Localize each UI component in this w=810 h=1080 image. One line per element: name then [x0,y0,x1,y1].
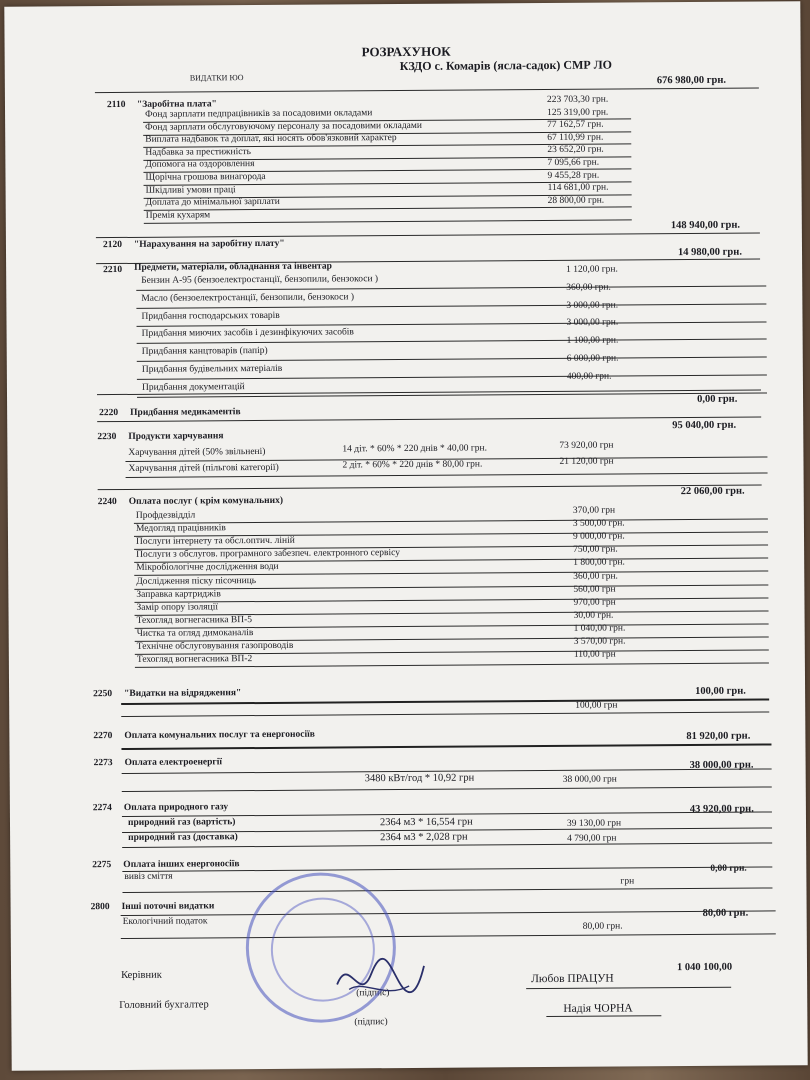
section-title-2270: Оплата комунальних послуг та енергоносіїв [124,729,315,741]
divider [137,374,767,379]
divider [95,88,759,94]
divider [121,711,769,717]
row-amount: 370,00 грн [572,505,616,516]
section-code-2210: 2210 [103,264,123,276]
row-label: Придбання будівельних матеріалів [141,363,283,375]
row-label: природний газ (доставка) [128,832,238,843]
section-code-2120: 2120 [102,239,122,251]
row-label: Харчування дітей (пільгові категорії) [128,462,279,474]
row-amount: 1 120,00 грн. [566,264,618,275]
row-label: Надбавка за престижність [145,146,251,158]
section-code-2240: 2240 [97,497,117,508]
signature-caption: (підпис) [356,988,390,999]
document-subtitle: КЗДО с. Комарів (ясла-садок) СМР ЛО [399,57,613,74]
row-amount: 560,00 грн [573,584,616,595]
codes-label: ВИДАТКИ ЮО [189,73,244,83]
accountant-name: Надія ЧОРНА [563,1002,633,1015]
row-calc: 14 діт. * 60% * 220 днів * 40,00 грн. [342,443,488,455]
row-amount: 77 162,57 грн. [547,119,604,131]
divider [134,597,768,602]
divider [121,743,771,750]
section-title-2800: Інші поточні видатки [121,901,215,912]
section-code-2110: 2110 [106,99,126,111]
signature-line [546,1015,661,1017]
section-code-2274: 2274 [92,803,112,814]
accountant-label: Головний бухгалтер [119,999,209,1012]
row-label: Технічне обслуговування газопроводів [136,640,294,652]
row-calc: 2364 м3 * 2,028 грн [380,831,468,844]
row-calc: 2 діт. * 60% * 220 днів * 80,00 грн. [342,459,483,471]
row-amount: 223 703,30 грн. [546,94,609,106]
row-amount: 750,00 грн. [573,544,618,556]
section-title-2120: "Нарахування на заробітну плату" [133,238,285,250]
section-code-2270: 2270 [93,731,113,742]
row-label: Медогляд працівників [135,523,226,534]
section-total-2240: 22 060,00 грн. [680,485,745,498]
section-row-label-2275: вивіз сміття [124,871,173,882]
row-label: Фонд зарплати обслуговуючому персоналу за посадовими окладами [145,120,422,133]
divider [122,887,772,893]
signature-caption: (підпис) [354,1017,388,1028]
row-label: Масло (бензоелектростанції, бензопили, бензокоси ) [141,292,355,304]
section-code-2250: 2250 [93,689,113,700]
row-amount: 360,00 грн. [566,282,611,293]
row-calc: 2364 м3 * 16,554 грн [379,816,473,829]
row-amount: 73 920,00 грн [559,440,614,451]
section-code-2220: 2220 [99,408,119,419]
section-total-2273: 38 000,00 грн. [689,759,754,772]
section-code-2275: 2275 [92,860,112,871]
row-label: Техогляд вогнегасника ВП-5 [136,614,253,626]
row-amount: 9 455,28 грн. [547,170,600,181]
section-title-2230: Продукти харчування [128,431,224,442]
section-total-2230: 95 040,00 грн. [672,419,737,432]
row-amount: 110,00 грн [573,649,616,660]
divider [137,339,767,344]
row-amount: 970,00 грн [573,597,616,608]
row-label: Заправка картриджів [136,588,221,600]
section-total-2800: 80,00 грн. [702,907,749,919]
row-label: Шкідливі умови праці [145,184,236,196]
row-amount: 23 652,20 грн. [547,145,604,156]
divider [121,910,776,916]
row-amount: 21 120,00 грн [559,456,614,467]
divider [136,303,766,308]
row-label: Придбання канцтоварів (папір) [141,346,268,358]
row-amount: 400,00 грн. [566,371,612,382]
divider [121,698,769,705]
divider [134,518,768,523]
section-title-2220: Придбання медикаментів [130,407,241,418]
section-total-2270: 81 920,00 грн. [686,730,751,743]
divider [144,219,632,223]
row-amount: 125 319,00 грн. [547,107,609,118]
row-amount: 1 800,00 грн. [573,557,625,569]
row-label: Придбання миючих засобів і дезинфікуючих засобів [141,327,354,340]
row-amount: 1 100,00 грн. [566,335,619,347]
handwritten-signature [329,944,429,1015]
signature-line [526,987,731,989]
row-amount: 114 681,00 грн. [547,182,609,194]
document-title: РОЗРАХУНОК [361,43,451,60]
row-label: Щорічна грошова винагорода [145,171,266,183]
row-amount: 67 110,99 грн. [547,132,604,143]
section-title-2240: Оплата послуг ( крім комунальних) [128,495,284,507]
row-label: Дослідження піску пісочниць [136,575,257,587]
row-amount: 1 040,00 грн. [573,623,626,634]
row-amount: 28 800,00 грн. [547,195,605,206]
divider [98,485,762,491]
section-calc-2273: 3480 кВт/год * 10,92 грн [364,772,475,785]
row-label: Харчування дітей (50% звільнені) [128,446,266,458]
row-amount: 7 095,66 грн. [547,157,600,169]
row-label: Послуги з обслугов. програмного забезпеч. електронного сервісу [136,548,400,561]
row-amount: 30,00 грн. [573,610,614,621]
row-label: Послуги інтернету та обсл.оптич. ліній [136,535,295,548]
row-label: Чистка та огляд димоканалів [136,627,254,639]
section-title-2210: Предмети, матеріали, обладнання та інвентар [134,261,332,273]
row-label: Придбання господарських товарів [141,310,280,322]
divider [137,357,767,362]
row-label: Доплата до мінімальної зарплати [145,197,280,208]
section-total-2274: 43 920,00 грн. [689,803,754,816]
header-total: 676 980,00 грн. [656,74,727,87]
row-label: Фонд зарплати педпрацівників за посадовими окладами [145,108,373,120]
section-total-2120: 148 940,00 грн. [670,219,741,232]
section-title-2275: Оплата інших енергоносіїв [123,859,240,870]
row-label: Допомога на оздоровлення [145,159,255,171]
section-title-2273: Оплата електроенергії [124,757,223,768]
row-label: Профдезвідділ [135,510,196,521]
row-label: Замір опору ізоляції [136,602,219,613]
row-amount: 39 130,00 грн [566,818,622,829]
section-total-2250: 100,00 грн. [695,685,746,697]
row-amount: 6 000,00 грн. [566,353,619,364]
row-label: Техогляд вогнегасника ВП-2 [136,654,253,665]
row-amount: 3 000,00 грн. [566,300,619,311]
row-label: Виплата надбавок та доплат, які носять обов'язковий характер [145,133,397,145]
section-row-unit-2275: грн [620,876,635,887]
director-name: Любов ПРАЦУН [531,972,614,986]
divider [96,233,760,239]
section-code-2800: 2800 [90,902,110,913]
section-title-2110: "Заробітна плата" [136,99,217,110]
row-amount: 4 790,00 грн [567,833,617,844]
section-total-2275: 0,00 грн. [710,863,747,874]
divider [121,933,776,939]
divider [137,321,767,326]
divider [122,786,772,792]
section-title-2250: "Видатки на відрядження" [124,688,242,699]
row-label: Придбання документацій [141,381,245,393]
grand-total: 1 040 100,00 [676,961,733,974]
document-page [4,1,807,1071]
row-label: Премія кухарям [145,210,211,221]
row-label: Бензин А-95 (бензоелектростанції, бензопили, бензокоси ) [141,274,379,286]
section-total-2210: 14 980,00 грн. [677,246,742,259]
row-amount: 3 500,00 грн. [572,518,625,529]
row-amount: 3 570,00 грн. [573,636,626,647]
divider [122,842,772,848]
section-title-2274: Оплата природного газу [123,802,229,813]
row-label: природний газ (вартість) [127,817,236,828]
row-amount: 9 000,00 грн. [572,531,625,543]
row-label: Мікробіологічне дослідження води [136,562,279,574]
row-amount: 360,00 грн. [573,571,618,582]
director-label: Керівник [121,969,162,981]
section-amount-2250: 100,00 грн [575,700,618,711]
section-amount-2273: 38 000,00 грн [562,774,617,785]
section-row-amount-2800: 80,00 грн. [582,921,623,932]
row-amount: 3 000,00 грн. [566,317,619,329]
section-code-2273: 2273 [93,758,113,769]
section-total-2220: 0,00 грн. [697,393,738,405]
divider [136,285,766,290]
section-row-label-2800: Екологічний податок [122,916,208,927]
section-code-2230: 2230 [97,432,117,443]
